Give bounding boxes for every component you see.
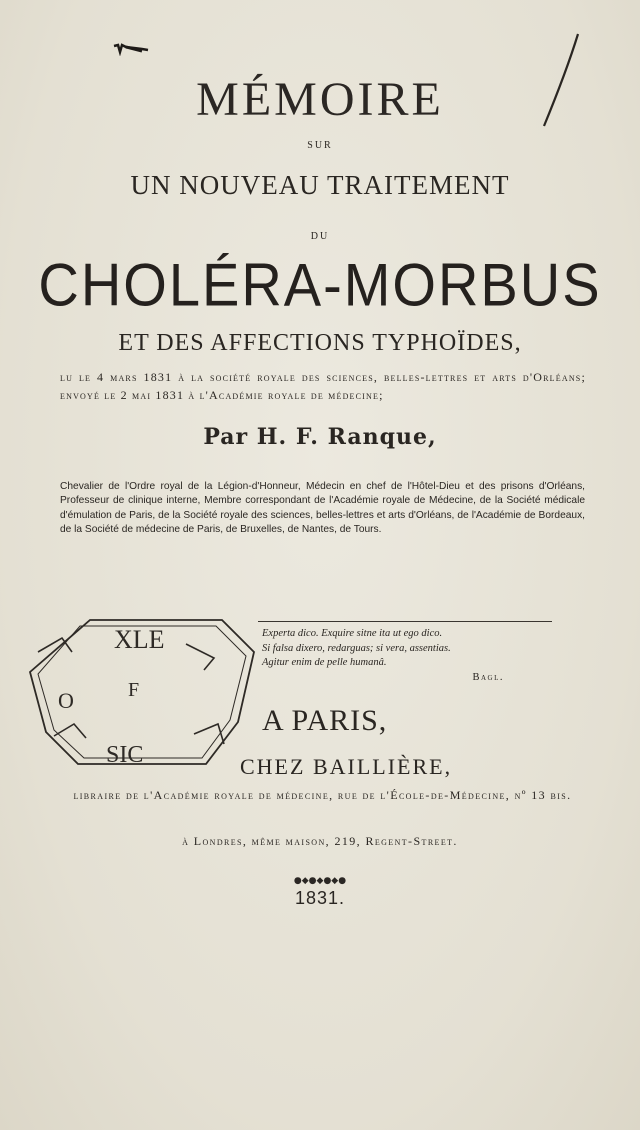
imprint-bookseller: libraire de l'Académie royale de médecine, rue de l'École-de-Médecine, nº 13 bis. (73, 788, 572, 802)
imprint-place: A PARIS, (262, 704, 388, 737)
emblem-letters-top: XLE (114, 625, 165, 654)
imprint-ornament: ●◆●◆●◆● (293, 876, 347, 886)
imprint-year: 1831. (294, 888, 346, 908)
title-cholera-morbus: CHOLÉRA-MORBUS (38, 250, 602, 319)
title-du: DU (310, 231, 330, 242)
author-line: Par H. F. Ranque, (203, 424, 437, 450)
title-memoire: MÉMOIRE (196, 73, 444, 126)
imprint-publisher: CHEZ BAILLIÈRE, (240, 754, 453, 779)
ink-blot-icon (112, 42, 152, 56)
author-credentials: Chevalier de l'Ordre royal de la Légion-d'Honneur, Médecin en chef de l'Hôtel-Dieu et des prisons d'Orléans, Professeur de clinique interne, Membre correspondant de l'Académie royale de Médecine, de la Société médicale d'émulation de Paris, de la Société royale des sciences, belles-lettres et arts d'Orléans, de l'Académie de Bordeaux, de la Société de médecine de Paris, de Bruxelles, de Nantes, de Tours. (60, 481, 585, 535)
imprint-london: à Londres, même maison, 219, Regent-Street. (182, 834, 458, 848)
title-sur: SUR (307, 140, 333, 151)
epigraph-attribution: Bagl. (472, 671, 504, 683)
library-stamp-emblem (18, 612, 258, 780)
epigraph-line: Si falsa dixero, redarguas; si vera, assentias. (262, 642, 451, 654)
emblem-letter-f: F (128, 679, 140, 701)
epigraph (262, 627, 552, 685)
reading-note: lu le 4 mars 1831 à la société royale des sciences, belles-lettres et arts d'Orléans; envoyé le 2 mai 1831 à l'Académie royale de médecine; (60, 370, 586, 402)
title-new-treatment: UN NOUVEAU TRAITEMENT (130, 170, 510, 200)
epigraph-line: Agitur enim de pelle humanâ. (262, 657, 387, 668)
emblem-letters-bottom: SIC (106, 742, 144, 768)
title-typhoid-affections: ET DES AFFECTIONS TYPHOÏDES, (118, 330, 522, 356)
epigraph-rule (258, 621, 552, 622)
emblem-letter-o: O (58, 688, 74, 713)
epigraph-line: Experta dico. Exquire sitne ita ut ego dico. (262, 628, 443, 639)
